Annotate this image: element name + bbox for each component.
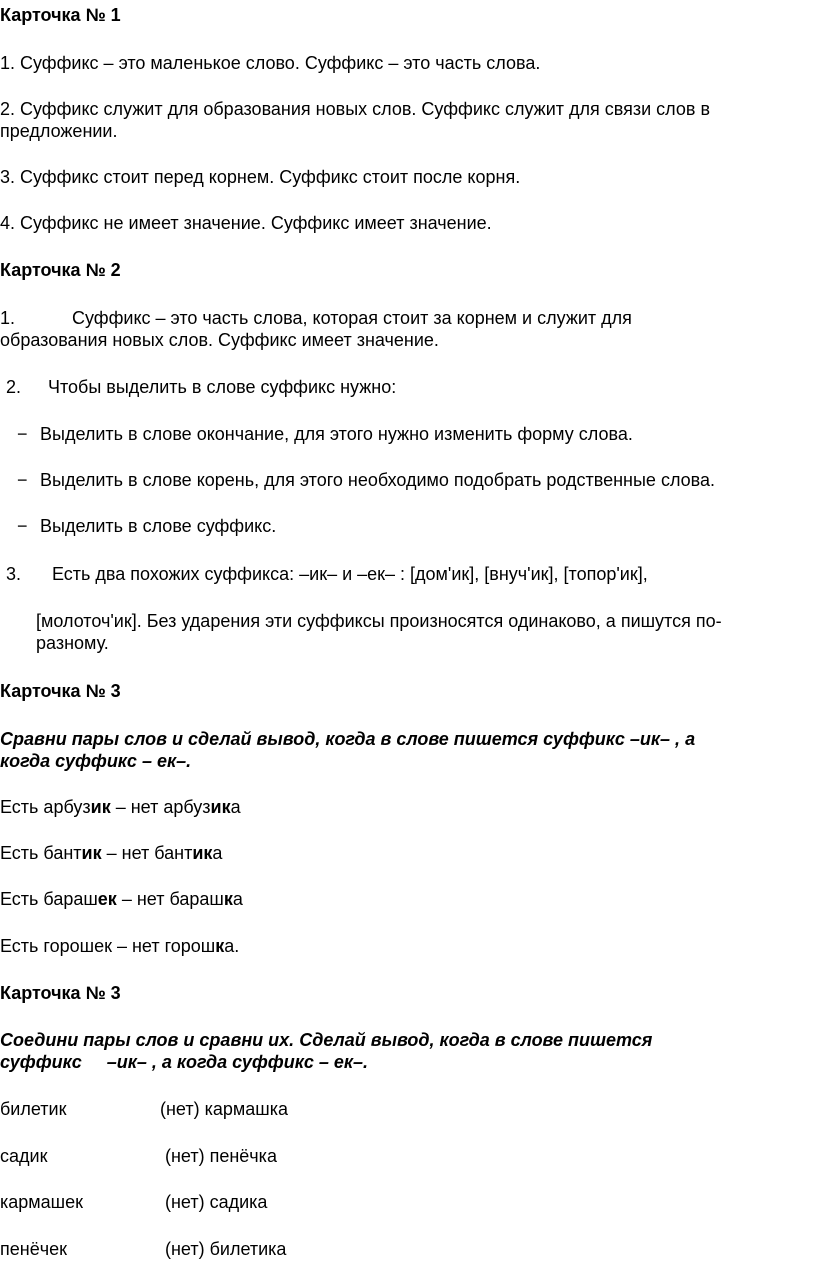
card4-row-1-right: (нет) кармашка xyxy=(160,1099,288,1119)
card2-p1-line1: Суффикс – это часть слова, которая стоит за корнем и служит для xyxy=(72,308,632,328)
card4-row-4-left: пенёчек xyxy=(0,1239,67,1259)
card2-p3-line3: разному. xyxy=(36,633,109,653)
card1-item-2: 2. Суффикс служит для образования новых слов. Суффикс служит для связи слов в xyxy=(0,99,711,119)
card2-p2-text: Чтобы выделить в слове суффикс нужно: xyxy=(48,377,397,397)
bullet-dash: − xyxy=(17,516,28,536)
card4-row-4-right: (нет) билетика xyxy=(165,1239,287,1259)
card4-title: Карточка № 3 xyxy=(0,983,121,1003)
bullet-dash: − xyxy=(17,470,28,490)
card4-row-2-right: (нет) пенёчка xyxy=(165,1146,277,1166)
card3-title: Карточка № 3 xyxy=(0,681,121,701)
card2-p1-num: 1. xyxy=(0,308,16,328)
card4-row-2-left: садик xyxy=(0,1146,48,1166)
card2-p1-line2: образования новых слов. Суффикс имеет значение. xyxy=(0,330,439,350)
card2-title: Карточка № 2 xyxy=(0,260,121,280)
card3-task-line1: Сравни пары слов и сделай вывод, когда в слове пишется суффикс –ик– , а xyxy=(0,729,696,749)
card2-bullet-3: Выделить в слове суффикс. xyxy=(40,516,277,536)
card3-pair-2: Есть бантик – нет бантика xyxy=(0,843,223,863)
card4-row-3-left: кармашек xyxy=(0,1192,84,1212)
card4-task-line1: Соедини пары слов и сравни их. Сделай вывод, когда в слове пишется xyxy=(0,1030,653,1050)
card1-title: Карточка № 1 xyxy=(0,5,121,25)
bullet-dash: − xyxy=(17,424,28,444)
card1-item-3: 3. Суффикс стоит перед корнем. Суффикс стоит после корня. xyxy=(0,167,521,187)
card3-pair-4: Есть горошек – нет горошка. xyxy=(0,936,240,956)
card2-p3-line2: [молоточ'ик]. Без ударения эти суффиксы произносятся одинаково, а пишутся по- xyxy=(36,611,722,631)
card4-row-1-left: билетик xyxy=(0,1099,67,1119)
card3-task-line2: когда суффикс – ек–. xyxy=(0,751,192,771)
card1-item-1: 1. Суффикс – это маленькое слово. Суффикс – это часть слова. xyxy=(0,53,541,73)
card1-item-4: 4. Суффикс не имеет значение. Суффикс имеет значение. xyxy=(0,213,492,233)
card4-task-line2: суффикс –ик– , а когда суффикс – ек–. xyxy=(0,1052,369,1072)
card2-bullet-2: Выделить в слове корень, для этого необходимо подобрать родственные слова. xyxy=(40,470,716,490)
card3-pair-3: Есть барашек – нет барашка xyxy=(0,889,243,909)
card2-p3-line1: Есть два похожих суффикса: –ик– и –ек– : [дом'ик], [внуч'ик], [топор'ик], xyxy=(52,564,648,584)
card4-row-3-right: (нет) садика xyxy=(165,1192,268,1212)
card3-pair-1: Есть арбузик – нет арбузика xyxy=(0,797,241,817)
card1-item-2-cont: предложении. xyxy=(0,121,118,141)
card2-p3-num: 3. xyxy=(6,564,22,584)
card2-bullet-1: Выделить в слове окончание, для этого нужно изменить форму слова. xyxy=(40,424,633,444)
card2-p2-num: 2. xyxy=(6,377,22,397)
